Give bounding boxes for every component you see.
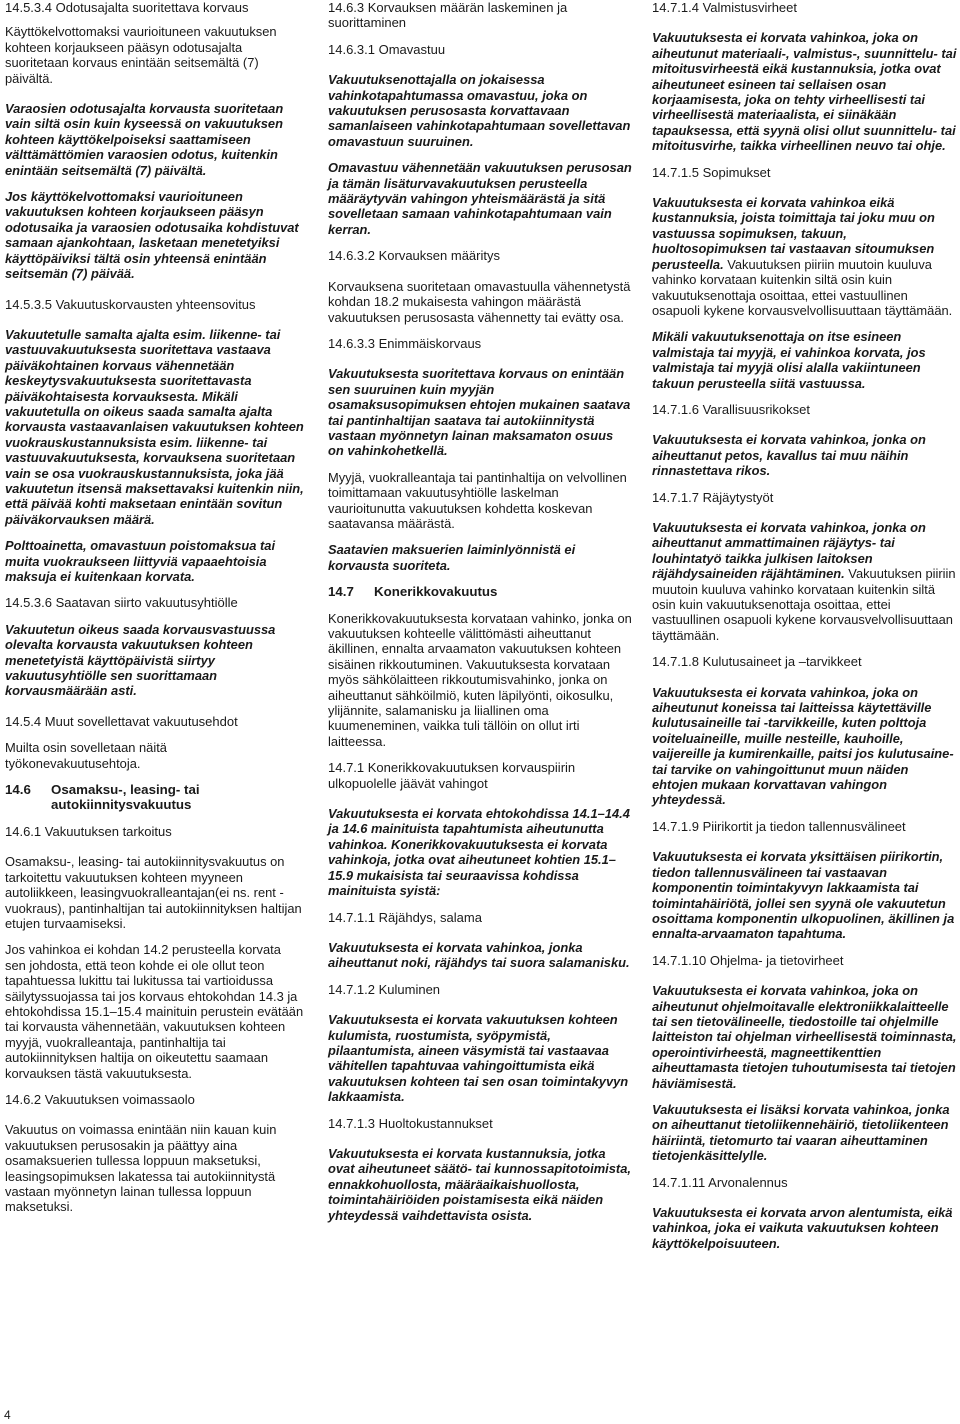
emphasis-text: Vakuutuksesta ei korvata vahinkoa, jonka on aiheuttanut ammattimainen räjäytys- tai louhintatyö taikka julkisen laitoksen räjähdysaineiden räjähtäminen. <box>652 519 926 582</box>
paragraph-emphasis: Jos käyttökelvottomaksi vaurioituneen vakuutuksen kohteen korjaukseen pääsyn odotusaika ja varaosien odotusaika kohdistuvat samaan ajankohtaan, lasketaan menetetyiksi käyttöpäiviksi tältä osin yhteensä enintään seitsemän (7) päivää. <box>5 189 299 282</box>
paragraph: Käyttökelvottomaksi vaurioituneen vakuutuksen kohteen korjaukseen pääsyn odotusajalta suoritetaan korvaus enintään seitsemältä (7) päivältä. <box>5 24 277 86</box>
paragraph-emphasis: Vakuutuksesta ei korvata vakuutuksen kohteen kulumista, ruostumista, syöpymistä, pilaantumista, aineen väsymistä tai vastaavaa vähitellen tapahtuvaa vahingoittumista eikä vakuutuksen kohteen tai sen osan toimintakyvyn lakkaamista. <box>328 1012 629 1105</box>
paragraph-emphasis: Vakuutuksesta ei korvata vahinkoa, jonka aiheuttanut noki, räjähdys tai suora salamanisku. <box>328 939 630 971</box>
section-heading: 14.7.1.5 Sopimukset <box>652 164 771 180</box>
section-title <box>328 584 632 599</box>
paragraph-emphasis: Vakuutuksesta ei korvata vahinkoa, joka on aiheutunut materiaali-, valmistus-, suunnittelu- tai mitoitusvirheestä eikä kustannuksia, jotka ovat aiheutuneet esineen tai sellaisen osan korjaamisesta, joka on tehty virheellisesti tai virheellisestä materiaalista, ei siinäkään tapauksessa, että syynä olisi ollut suunnittelu- tai mitoitusvirhe, taikka virheellinen neuvo tai ohje. <box>652 30 957 154</box>
section-number: 14.6 <box>5 782 31 798</box>
section-heading: 14.6.3.1 Omavastuu <box>328 41 446 57</box>
paragraph: Myyjä, vuokralleantaja tai pantinhaltija on velvollinen toimittamaan vakuutusyhtiölle laskelman vaurioitunutta vakuutuksen kohdetta koskevan saatavansa määrästä. <box>328 469 627 531</box>
section-heading: 14.5.3.4 Odotusajalta suoritettava korvaus <box>5 0 249 15</box>
paragraph: Jos vahinkoa ei kohdan 14.2 perusteella korvata sen johdosta, että teon kohde ei ole ollut teon tapahtuessa lukittu tai lukitussa tai vartioidussa säilytyssuojassa tai jos korvaus ehtokohdan 14.3 ja ehtokohdissa 15.1–15.4 mainituin perustein evätään tai korvausta vähennetään, vakuutuksen kohteen myyjä, vuokralleantaja, pantinhaltija tai autokiinnityksen haltija on oikeutettu saamaan korvauksen tästä vakuutuksesta. <box>5 942 304 1081</box>
paragraph: Korvauksena suoritetaan omavastuulla vähennetystä kohdan 18.2 mukaisesta vahingon määrästä vakuutuksen perusosasta vähennetty tai evätty osa. <box>328 278 631 325</box>
paragraph-emphasis: Vakuutuksesta ei korvata vahinkoa, joka on aiheutunut koneissa tai laitteissa käytettäville kulutusaineille tai -tarvikkeille, kuten polttoja voiteluaineille, muille nesteille, kauhoille, vaijereille ja kumirenkaille, paitsi jos kulutusaine- tai tarvike on vahingoittunut muun näiden ehtojen mukaan korvattavan vahingon yhteydessä. <box>652 684 954 808</box>
emphasis-text: Vakuutuksesta ei korvata vahinkoa eikä kustannuksia, joista toimittaja tai joku muu on vastuussa sopimuksen, takuun, huoltosopimuksen tai vastaavan sitoumuksen perusteella. <box>652 195 935 272</box>
section-heading: 14.7.1.7 Räjäytystyöt <box>652 489 774 505</box>
paragraph-emphasis: Vakuutuksenottajalla on jokaisessa vahinkotapahtumassa omavastuu, joka on vakuutuksen perusosasta korvattavaan samanlaiseen vahinkotapahtumaan sovellettavan omavastuun suuruinen. <box>328 72 631 149</box>
section-title-text: Osamaksu-, leasing- tai autokiinnitysvakuutus <box>51 782 200 813</box>
section-heading: 14.5.4 Muut sovellettavat vakuutusehdot <box>5 713 238 729</box>
paragraph-emphasis: Polttoainetta, omavastuun poistomaksua tai muita vuokraukseen liittyviä vapaaehtoisia maksuja ei kuitenkaan korvata. <box>5 538 276 584</box>
paragraph-emphasis: Vakuutuksesta ei lisäksi korvata vahinkoa, jonka on aiheuttanut tietoliikennehäiriö, tietoliikenteen häiriintä, tietomurto tai vaaran aiheuttaminen tietojenkäsittelylle. <box>652 1101 950 1164</box>
section-heading: 14.7.1.1 Räjähdys, salama <box>328 909 482 925</box>
section-heading: 14.7.1.6 Varallisuusrikokset <box>652 401 811 417</box>
paragraph-emphasis: Vakuutuksesta ei korvata vahinkoa, joka on aiheutunut ohjelmoitavalle elektroniikkalaitteelle tai sen tietovälineelle, tiedostoille tai ohjelmille laitteiston tai ohjelman virheellisestä toiminnasta, operointivirheestä, magneettikenttien aiheuttamasta tietojen tuhoutumisesta tai tietojen häviämisestä. <box>652 983 957 1091</box>
section-heading: 14.7.1.3 Huoltokustannukset <box>328 1115 493 1131</box>
normal-text: Vakuutuksen piiriin muutoin kuuluva vahinko korvataan kuitenkin siltä osin kuin vakuutuksenottaja osoittaa, ettei vastuullinen osapuoli kykene korvausvelvollisuuttaan täyttämään. <box>652 566 956 643</box>
section-number: 14.7 <box>328 584 354 600</box>
paragraph-emphasis: Vakuutuksesta suoritettava korvaus on enintään sen suuruinen kuin myyjän osamaksusopimuksen ehtojen mukainen saatava tai pantinhaltijan saatava tai autokiinnitystä vastaan myönnetyn lainan maksamaton osuus on vahinkohetkellä. <box>328 366 631 459</box>
paragraph: Vakuutus on voimassa enintään niin kauan kuin vakuutuksen perusosakin ja päättyy aina osamaksuerien tullessa loppuun maksetuksi, leasingsopimuksen lakatessa tai autokiinnitystä vastaan myönnetyn lainan tullessa loppuun maksetuksi. <box>5 1122 277 1215</box>
section-heading: 14.7.1.11 Arvonalennus <box>652 1174 788 1190</box>
paragraph-emphasis: Vakuutetun oikeus saada korvausvastuussa olevalta korvausta vakuutuksen kohteen menetetyistä käyttöpäivistä siirtyy vakuutusyhtiölle sen suorittamaan korvausmäärään asti. <box>5 621 276 699</box>
section-title-text: Konerikkovakuutus <box>374 584 498 600</box>
section-heading: 14.6.2 Vakuutuksen voimassaolo <box>5 1091 195 1107</box>
paragraph-emphasis: Vakuutuksesta ei korvata ehtokohdissa 14.1–14.4 ja 14.6 mainituista tapahtumista aiheutunutta vahinkoa. Konerikkovakuutuksesta ei korvata vahinkoja, jotka ovat aiheutuneet kohtien 15.1–15.9 mukaisista tai seuraavissa kohdissa mainituista syistä: <box>328 806 630 899</box>
paragraph: Konerikkovakuutuksesta korvataan vahinko, jonka on vakuutuksen kohteelle välittömästi aiheuttanut äkillinen, ennalta arvaamaton vakuutuksen kohteen sisäinen rikkoutuminen. Vakuutuksesta korvataan myös sähkölaitteen rikkoutumisvahinko, jonka on aiheuttanut sähköilmiö, kuten läpilyönti, oikosulku, ylijännite, salamanisku ja liiallinen oma kuumeneminen, vaikka tuli tällöin on ollut irti laitteessa. <box>328 610 632 749</box>
paragraph: Osamaksu-, leasing- tai autokiinnitysvakuutus on tarkoitettu vakuutuksen kohteen myyneen autoliikkeen, leasingvuokralleantajan(ei ns. rent -vuokraus), pantinhaltijan tai autokiinnityksen haltijan etujen turvaamiseksi. <box>5 854 302 931</box>
section-heading: 14.7.1.8 Kulutusaineet ja –tarvikkeet <box>652 654 862 670</box>
section-heading: 14.6.3.3 Enimmäiskorvaus <box>328 335 482 351</box>
paragraph-emphasis: Mikäli vakuutuksenottaja on itse esineen valmistaja tai myyjä, ei vahinkoa korvata, jos valmistaja tai myyjä olisi alalla vakiintuneen takuun perusteella siitä vastuussa. <box>652 329 926 391</box>
section-heading: 14.6.3.2 Korvauksen määritys <box>328 248 500 264</box>
section-title <box>5 782 305 813</box>
section-heading: 14.5.3.6 Saatavan siirto vakuutusyhtiölle <box>5 595 238 611</box>
paragraph-emphasis: Saatavien maksuerien laiminlyönnistä ei korvausta suoriteta. <box>328 542 576 573</box>
paragraph-emphasis: Vakuutuksesta ei korvata vahinkoa, jonka on aiheuttanut petos, kavallus tai muu näihin rinnastettava rikos. <box>652 432 926 479</box>
paragraph-emphasis: Vakuutuksesta ei korvata arvon alentumista, eikä vahinkoa, joka ei vaikuta vakuutuksen kohteen käyttökelpoisuuteen. <box>652 1205 953 1251</box>
section-heading: 14.7.1.4 Valmistusvirheet <box>652 0 797 15</box>
page-number: 4 <box>4 1408 11 1422</box>
paragraph: Muilta osin sovelletaan näitä työkonevakuutusehtoja. <box>5 740 167 771</box>
section-heading: 14.6.1 Vakuutuksen tarkoitus <box>5 823 172 839</box>
paragraph-emphasis: Omavastuu vähennetään vakuutuksen perusosan ja tämän lisäturvavakuutuksen perusteella määräytyvän vahingon yhteismäärästä ja sitä sovelletaan samaan vahinkotapahtumaan vain kerran. <box>328 160 632 237</box>
paragraph-emphasis: Vakuutetulle samalta ajalta esim. liikenne- tai vastuuvakuutuksesta suoritettava vastaava päiväkohtainen korvaus vähennetään keskeytysvakuutuksesta suoritettavasta päiväkohtaisesta korvauksesta. Mikäli vakuutetulla on oikeus saada samalta ajalta korvausta vastaavanlaisen vakuutuksen kohteen vuokrauskustannuksista esim. liikenne- tai vastuuvakuutuksesta, korvauksena suoritetaan vain se osa vuokrauskustannuksista, joka jää vakuutetun itsensä maksettavaksi kuitenkin niin, että päivää kohti maksetaan enintään sovitun päiväkorvauksen määrä. <box>5 326 304 527</box>
section-heading: 14.7.1.10 Ohjelma- ja tietovirheet <box>652 952 844 968</box>
normal-text: Vakuutuksen piiriin muutoin kuuluva vahinko korvataan kuitenkin siltä osin kuin vakuutuksenottaja osoittaa, ettei vastuullinen osapuoli kykene korvausvelvollisuuttaan täyttämään. <box>652 256 953 318</box>
paragraph-emphasis: Vakuutuksesta ei korvata yksittäisen piirikortin, tiedon tallennusvälineen tai vastaavan komponentin toimintakyvyn lakkaamista tai toimintahäiriötä, jollei sen syynä ole vakuutetun osoittama komponentin ulkopuolinen, äkillinen ja ennalta-arvaamaton tapahtuma. <box>652 849 955 942</box>
section-heading: 14.7.1.2 Kuluminen <box>328 981 441 997</box>
section-heading: 14.6.3 Korvauksen määrän laskeminen ja suorittaminen <box>328 0 568 31</box>
paragraph-mixed <box>652 195 957 318</box>
paragraph-emphasis: Vakuutuksesta ei korvata kustannuksia, jotka ovat aiheutuneet säätö- tai kunnossapitotoimista, ennakkohuollosta, määräaikaishuollosta, toimintahäiriöiden poistamisesta eikä näiden yhteydessä vaihdettavista osista. <box>328 1145 631 1223</box>
column-right <box>652 0 957 1251</box>
paragraph-mixed <box>652 520 957 643</box>
paragraph-emphasis: Varaosien odotusajalta korvausta suoritetaan vain siltä osin kuin kyseessä on vakuutuksen kohteen käyttökelpoiseksi saattamiseen välttämättömien varaosien odotus, kuitenkin enintään seitsemältä (7) päivältä. <box>5 101 284 178</box>
column-middle <box>328 0 632 1223</box>
section-heading: 14.7.1 Konerikkovakuutuksen korvauspiirin ulkopuolelle jäävät vahingot <box>328 760 576 791</box>
column-left <box>5 0 305 1215</box>
section-heading: 14.5.3.5 Vakuutuskorvausten yhteensovitus <box>5 296 256 312</box>
section-heading: 14.7.1.9 Piirikortit ja tiedon tallennusvälineet <box>652 818 906 834</box>
